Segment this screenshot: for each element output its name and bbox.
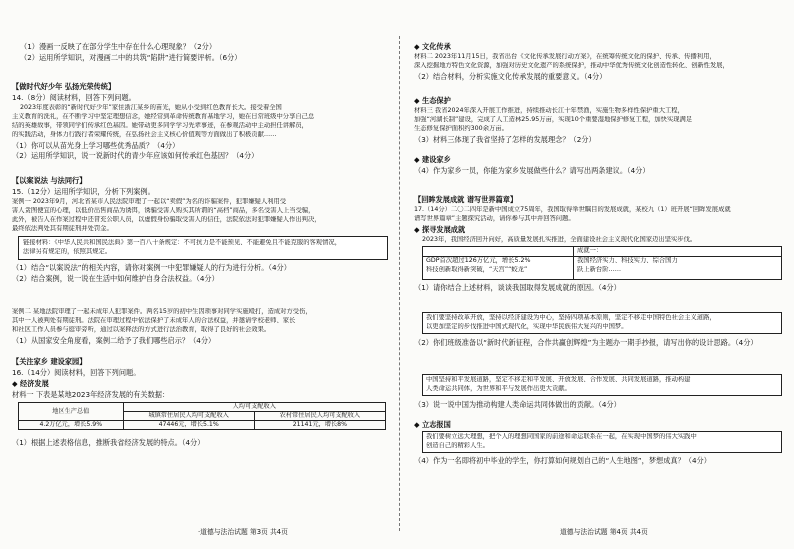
table-row xyxy=(19,421,386,430)
sub-question: （1）结合“以案说法”的相关内容，请你对案例一中犯罪嫌疑人的行为进行分析。（4分） xyxy=(12,263,291,272)
page-footer-left: ·道德与法治试题 第3页 共4页 xyxy=(198,528,288,536)
sub-question: （2）结合材料，分析实施文化传承发展的重要意义。（4分） xyxy=(414,72,607,81)
link-material-box xyxy=(18,236,388,260)
quote-box xyxy=(422,431,782,453)
question-line: （1）漫画一反映了在部分学生中存在什么心理现象？（2分） xyxy=(20,42,217,51)
section-title: 【回眸发展成就 谱写世界篇章】 xyxy=(414,195,518,204)
sub-question: （1）你可以从苗光身上学习哪些优秀品质？（4分） xyxy=(12,141,180,150)
subsection-title: ◆ 生态保护 xyxy=(414,96,451,105)
box-line: GDP首次超过126万亿元，增长5.2% xyxy=(426,257,531,264)
material-line: 材料二 2023年11月15日，我省出台《文化传承发展行动方案》，在统筹传统文化的保护、传承、传播利用， xyxy=(414,53,716,60)
box-line: 科技创新取得新突破，“天宫”“蛟龙” xyxy=(426,266,528,273)
case-line: 其中一人被判处有期徒刑。法院在审理过程中依法保护了未成年人的合法权益，并邀请学校老师、家长 xyxy=(12,317,296,324)
case-line: 害人贪图便宜的心理，以低价出售商品为诱饵，诱骗受害人购买其所谓的“高档”商品，多名受害人上当受骗， xyxy=(12,207,315,214)
box-line: 以更加坚定的步伐推进中国式现代化，实现中华民族伟大复兴的中国梦。 xyxy=(426,323,628,330)
material-line: 材料一 下表是某地2023年经济发展的有关数据： xyxy=(12,390,170,399)
material-line: 2023年，我国经济回升向好，高质量发展扎实推进，全面建设社会主义现代化国家迈出坚实步伐。 xyxy=(422,236,697,243)
box-line: 我们要坚持改革开放，坚持以经济建设为中心，坚持四项基本原则，坚定不移走中国特色社会主义道路， xyxy=(426,314,716,321)
table-cell: 47446元，增长5.1% xyxy=(123,421,254,430)
table-header: 地区生产总值 xyxy=(19,403,124,421)
question-stem: 16.（14分）阅读材料，回答下列问题。 xyxy=(12,368,141,377)
material-line: 材料三 我省2024年深入开展工作推进，持续推动长江十年禁渔，实施生物多样性保护重大工程， xyxy=(414,107,684,114)
box-line: 创造自己的精彩人生。 xyxy=(426,442,489,449)
case-line: 案例一 2023年9月，河北省某市人民法院审理了一起以“卖假”为名的诈骗案件，犯罪嫌疑人利用受 xyxy=(12,198,287,205)
table-cell: 4.2万亿元，增长5.9% xyxy=(19,421,124,430)
sub-question: （3）说一说中国为推动构建人类命运共同体做出的贡献。（4分） xyxy=(414,400,621,409)
box-line: 人类命运共同体，为世界和平与发展作出更大贡献。 xyxy=(426,385,571,392)
case-line: 此外，被告人在作案过程中还冒充公职人员，以虚假身份骗取受害人的信任，法院依法对犯罪嫌疑人作出判决， xyxy=(12,216,321,223)
material-line: 2023年度表彰的“新时代好少年”家住浙江某乡的苗光，她从小受到红色教育长大。接受着全国 xyxy=(20,104,282,111)
question-line: （2）运用所学知识，对漫画二中的共筑“陷阱”进行简要评析。（6分） xyxy=(20,53,242,62)
question-stem: 谱写世界篇章”主题探究活动，请你参与其中并回答问题。 xyxy=(414,215,575,222)
section-title: 【以案说法 与法同行】 xyxy=(12,176,87,185)
subsection-title: ◆ 立志报国 xyxy=(414,420,451,429)
subsection-title: ◆ 建设家乡 xyxy=(414,155,451,164)
page-footer-right: 道德与法治试题 第4页 共4页 xyxy=(560,528,648,536)
sub-question: （4）作为一名即将初中毕业的学生，你打算如何规划自己的“人生地图”，梦想成真？（4分） xyxy=(414,456,711,465)
question-stem: 14.（8分）阅读材料，回答下列问题。 xyxy=(12,93,136,102)
sub-question: （1）根据上述表格信息，推断我省经济发展的特点。（4分） xyxy=(12,438,205,447)
material-line: 深入挖掘地方特色文化资源，加强对历史文化遗产的系统保护，推动中华优秀传统文化创造性转化、创新性发展， xyxy=(414,62,729,69)
right-column xyxy=(400,0,794,549)
material-line: 结的英雄故事，带领同学们传承红色基因。她带动更多同学学习先辈事迹，在参观活动中主动担任讲解员， xyxy=(12,122,308,129)
section-title: 【做时代好少年 弘扬光荣传统】 xyxy=(12,82,116,91)
case-line: 最终依法判处其有期徒刑并处罚金。 xyxy=(12,225,113,232)
sub-question: （2）你们班级准备以“新时代新征程，合作共赢创辉煌”为主题办一期手抄报，请写出你的设计思路。（4分） xyxy=(414,338,758,347)
table-header: 城镇常住居民人均可支配收入 xyxy=(123,412,254,421)
box-line: 链接材料：《中华人民共和国民法典》第一百八十条规定：不可抗力是不能预见、不能避免且不能克服的客观情况， xyxy=(23,239,341,246)
box-line: 中国坚持和平发展道路，坚定不移走和平发展、开放发展、合作发展、共同发展道路，推动构建 xyxy=(426,376,691,383)
sub-question: （1）请你结合上述材料，谈谈我国取得发展成就的原因。（4分） xyxy=(414,283,621,292)
section-title: 【关注家乡 建设家园】 xyxy=(12,357,87,366)
question-stem: 15.（12分）运用所学知识，分析下列案例。 xyxy=(12,187,155,196)
sub-question: （3）材料三体现了我省坚持了怎样的发展理念？（2分） xyxy=(414,135,596,144)
box-line: 跃上新台阶…… xyxy=(577,266,622,273)
subsection-title: ◆ 探寻发展成就 xyxy=(414,225,466,234)
sub-question: （2）结合案例，说一说在生活中如何维护自身合法权益。（4分） xyxy=(12,274,219,283)
subsection-title: ◆ 经济发展 xyxy=(12,379,49,388)
box-header: 成就一： xyxy=(577,247,603,254)
case-line: 和社区工作人员参与庭审旁听，通过以案释法的方式进行法治教育，取得了良好的社会效果。 xyxy=(12,326,271,333)
economy-table xyxy=(18,402,386,430)
quote-box xyxy=(422,374,782,396)
quote-box xyxy=(422,312,782,334)
material-line: 的实践活动，身体力行践行者荣耀传统，在弘扬社会主义核心价值观等方面做出了积极贡献…… xyxy=(12,131,277,138)
box-line: 法律另有规定的，依照其规定。 xyxy=(23,248,112,255)
sub-question: （1）从国家安全角度看，案例二给予了我们哪些启示？（4分） xyxy=(12,336,216,345)
table-cell: 21141元，增长8% xyxy=(254,421,385,430)
table-header: 人均可支配收入 xyxy=(123,403,385,412)
sub-question: （4）作为家乡一员，你能为家乡发展做些什么？请写出两条建议。（4分） xyxy=(414,166,650,175)
box-line: 我们要树立远大理想，把个人的理想同国家的前途和命运联系在一起，在实现中国梦的伟大实践中 xyxy=(426,433,697,440)
material-line: 生态修复保护面积约300余万亩。 xyxy=(414,125,508,132)
material-line: 加强“河湖长制”建设，完成了人工造林25.95万亩，实现10个重要湿地保护修复工程，加快实现满足 xyxy=(414,116,693,123)
sub-question: （2）运用所学知识，说一说新时代的青少年应该如何传承红色基因？（4分） xyxy=(12,151,259,160)
subsection-title: ◆ 文化传承 xyxy=(414,42,451,51)
box-line: 我国经济实力、科技实力、综合国力 xyxy=(577,257,678,264)
case-line: 案例二 某地法院审理了一起未成年人犯罪案件。两名15岁的初中生因琐事对同学实施殴打，造成对方受伤， xyxy=(12,308,312,315)
table-header: 农村常住居民人均可支配收入 xyxy=(254,412,385,421)
material-line: 主义教育的洗礼，在不断学习中坚定理想信念，她经常到革命传统教育基地学习，她在日常班级中分享自己总 xyxy=(12,113,315,120)
question-stem: 17.（14分）二〇二四年是新中国成立75周年，我国取得举世瞩目的发展成就，某校九（1）班开展“回眸发展成就 xyxy=(414,206,731,213)
achievement-box xyxy=(422,246,782,280)
